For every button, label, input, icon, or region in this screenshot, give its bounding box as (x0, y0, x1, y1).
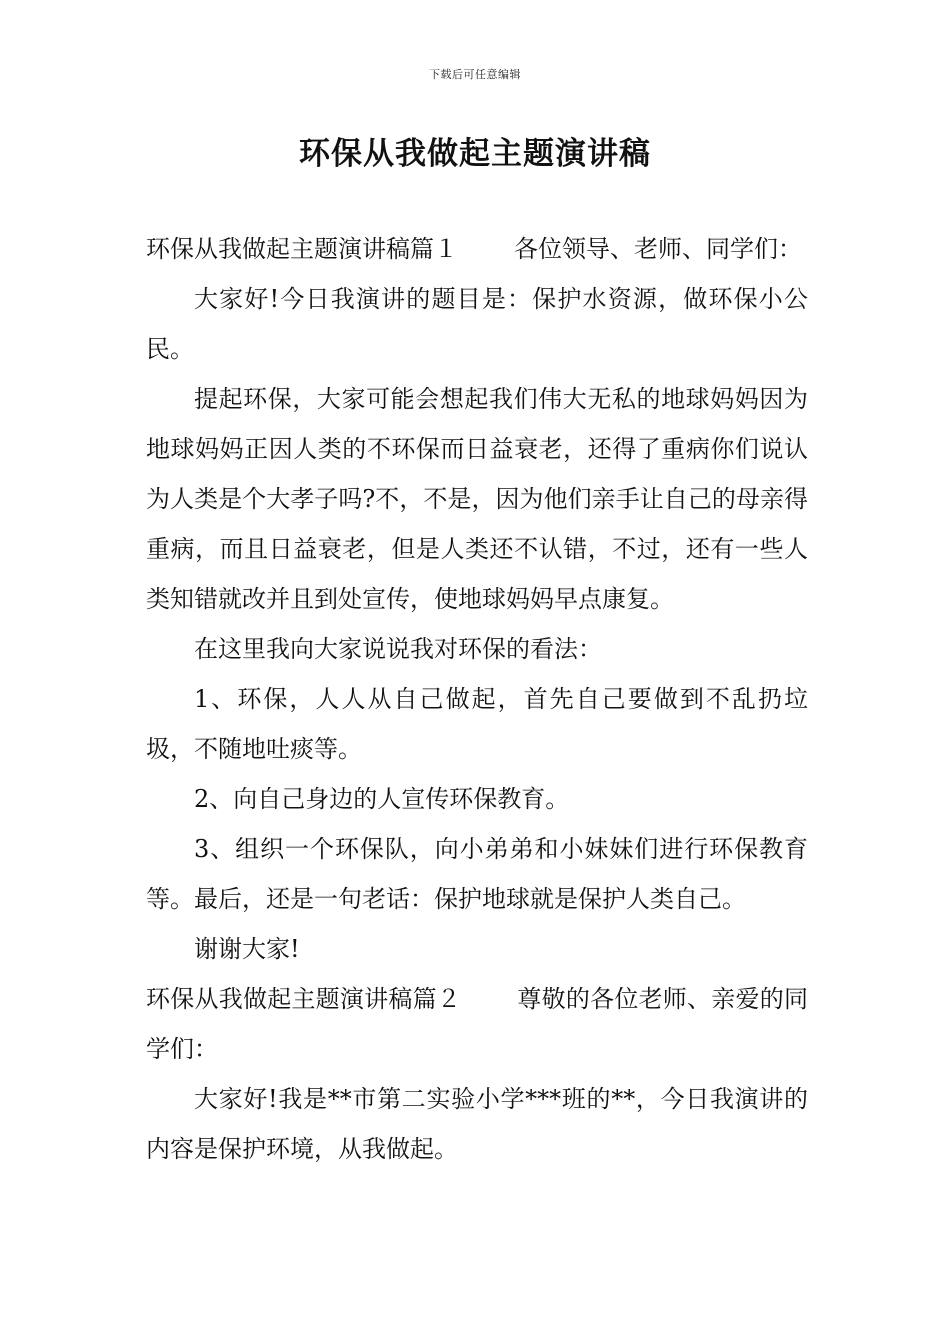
section-1-heading: 环保从我做起主题演讲稿篇１ (146, 235, 458, 263)
section-1-salutation: 各位领导、老师、同学们： (514, 235, 802, 263)
section-1-heading-line (146, 224, 808, 274)
document-body (146, 224, 808, 1174)
list-item: 2、向自己身边的人宣传环保教育。 (194, 785, 570, 813)
page-header-note: 下载后可任意编辑 (429, 68, 521, 81)
paragraph: 提起环保，大家可能会想起我们伟大无私的地球妈妈因为地球妈妈正因人类的不环保而日益衰老，还得了重病你们说认为人类是个大孝子吗?不，不是，因为他们亲手让自己的母亲得重病，而且日益衰老，但是人类还不认错，不过，还有一些人类知错就改并且到处宣传，使地球妈妈早点康复。 (146, 385, 808, 613)
section-2-salutation: 尊敬的各位老师、亲爱的同学们： (146, 985, 809, 1063)
list-item: 3、组织一个环保队，向小弟弟和小妹妹们进行环保教育等。最后，还是一句老话：保护地球就是保护人类自己。 (146, 835, 808, 913)
closing-line: 谢谢大家! (194, 935, 300, 963)
paragraph: 在这里我向大家说说我对环保的看法： (194, 635, 602, 663)
section-2-heading: 环保从我做起主题演讲稿篇２ (146, 985, 462, 1013)
section-2-heading-line (146, 974, 808, 1074)
paragraph: 大家好!今日我演讲的题目是：保护水资源，做环保小公民。 (146, 285, 808, 363)
document-title: 环保从我做起主题演讲稿 (299, 136, 651, 172)
paragraph: 大家好!我是**市第二实验小学***班的**，今日我演讲的内容是保护环境，从我做起。 (146, 1085, 808, 1163)
list-item: 1、环保，人人从自己做起，首先自己要做到不乱扔垃圾，不随地吐痰等。 (146, 685, 808, 763)
